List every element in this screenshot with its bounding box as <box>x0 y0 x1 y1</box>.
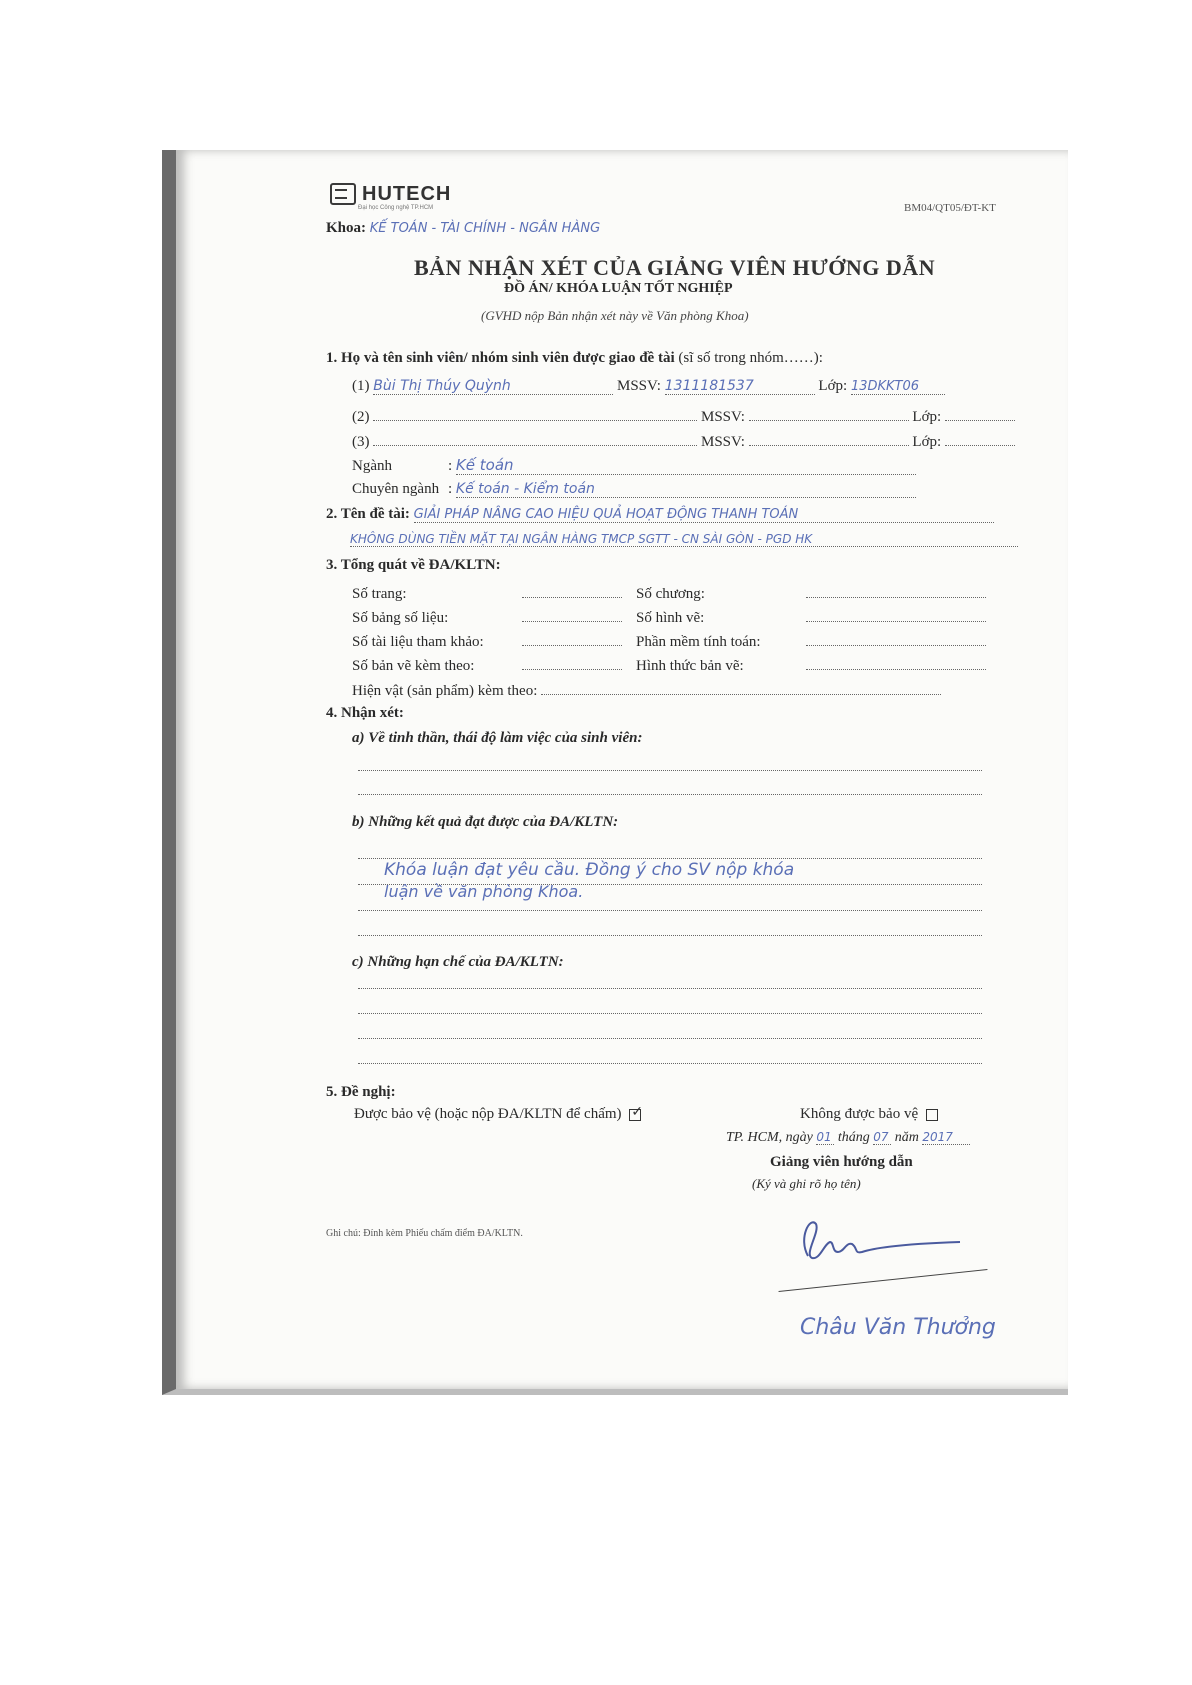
overview-item <box>352 606 622 630</box>
proposal-option-defend <box>354 1106 641 1123</box>
logo-text: HUTECH <box>362 183 452 205</box>
overview-label: Số bảng số liệu: <box>352 610 449 626</box>
row-number: (1) <box>352 378 370 394</box>
overview-item <box>352 654 622 678</box>
date-prefix: TP. HCM, ngày <box>726 1130 813 1145</box>
form-code: BM04/QT05/ĐT-KT <box>904 202 996 214</box>
overview-value <box>806 607 986 622</box>
footer-note: Ghi chú: Đính kèm Phiếu chấm điểm ĐA/KLTN. <box>326 1228 523 1239</box>
not-defend-label: Không được bảo vệ <box>800 1106 919 1122</box>
overview-label: Số tài liệu tham khảo: <box>352 634 484 650</box>
khoa-row <box>326 220 600 237</box>
section3-left-column <box>352 582 622 678</box>
overview-value <box>806 583 986 598</box>
mssv-label: MSSV: <box>701 434 745 450</box>
chuyen-nganh-value: Kế toán - Kiểm toán <box>456 481 916 498</box>
comment-a-line <box>358 770 982 771</box>
row-number: (2) <box>352 409 370 425</box>
defend-checkbox-checked: ✓ <box>631 1104 643 1120</box>
section1-label: 1. Họ và tên sinh viên/ nhóm sinh viên được giao đề tài <box>326 350 675 366</box>
overview-label: Số chương: <box>636 586 705 602</box>
lop-value <box>945 404 1015 421</box>
overview-label: Hình thức bản vẽ: <box>636 658 744 674</box>
overview-item <box>636 654 986 678</box>
overview-value <box>522 583 622 598</box>
overview-item <box>636 582 986 606</box>
overview-value <box>522 607 622 622</box>
lop-value <box>945 429 1015 446</box>
chuyen-nganh-label: Chuyên ngành <box>352 481 440 497</box>
section5-label: 5. Đề nghị: <box>326 1084 396 1100</box>
lop-label: Lớp: <box>912 409 942 425</box>
month-label: tháng <box>837 1130 870 1145</box>
date-year: 2017 <box>922 1130 970 1145</box>
mssv-label: MSSV: <box>701 409 745 425</box>
signer-role-note: (Ký và ghi rõ họ tên) <box>752 1176 861 1191</box>
document-title: BẢN NHẬN XÉT CỦA GIẢNG VIÊN HƯỚNG DẪN <box>414 255 936 280</box>
overview-extra-row <box>352 680 941 700</box>
row-number: (3) <box>352 434 370 450</box>
comment-c-line <box>358 1038 982 1039</box>
logo-subtitle: Đại học Công nghệ TP.HCM <box>358 205 434 211</box>
comment-b-heading: b) Những kết quả đạt được của ĐA/KLTN: <box>352 814 619 830</box>
proposal-option-not-defend <box>800 1106 938 1123</box>
overview-value <box>522 631 622 646</box>
topic-line-2: KHÔNG DÙNG TIỀN MẶT TẠI NGÂN HÀNG TMCP SGTT - CN SÀI GÒN - PGD HK <box>350 532 1018 547</box>
overview-label: Số bản vẽ kèm theo: <box>352 658 475 674</box>
khoa-value: KẾ TOÁN - TÀI CHÍNH - NGÂN HÀNG <box>369 221 601 236</box>
overview-extra-label: Hiện vật (sản phẩm) kèm theo: <box>352 683 538 699</box>
chuyen-nganh-row: Chuyên ngành : Kế toán - Kiểm toán <box>352 481 916 498</box>
comment-b-text-2: luận về văn phòng Khoa. <box>384 882 584 901</box>
not-defend-checkbox <box>926 1109 938 1121</box>
comment-c-line <box>358 1063 982 1064</box>
signer-role: Giảng viên hướng dẫn <box>770 1154 913 1170</box>
lop-label: Lớp: <box>912 434 942 450</box>
handwritten-signature <box>790 1208 980 1268</box>
section3-right-column <box>636 582 986 678</box>
nganh-row: Ngành : Kế toán <box>352 456 916 475</box>
mssv-label: MSSV: <box>617 378 661 394</box>
overview-item <box>352 582 622 606</box>
lop-value: 13DKKT06 <box>851 379 945 395</box>
student-row-1 <box>352 378 945 395</box>
comment-a-heading: a) Về tinh thần, thái độ làm việc của sinh viên: <box>352 730 643 746</box>
defend-label: Được bảo vệ (hoặc nộp ĐA/KLTN để chấm) <box>354 1106 622 1122</box>
date-month: 07 <box>873 1130 891 1145</box>
comment-c-heading: c) Những hạn chế của ĐA/KLTN: <box>352 954 564 970</box>
khoa-label: Khoa: <box>326 220 367 236</box>
overview-item <box>636 606 986 630</box>
nganh-label: Ngành <box>352 458 392 474</box>
mssv-value: 1311181537 <box>665 378 815 395</box>
student-name: Bùi Thị Thúy Quỳnh <box>373 378 613 395</box>
topic-row-1 <box>326 506 994 523</box>
comment-b-line <box>358 858 982 859</box>
comment-b-text-1: Khóa luận đạt yêu cầu. Đồng ý cho SV nộp khóa <box>384 860 795 880</box>
student-row-2 <box>352 404 1015 426</box>
comment-b-line <box>358 910 982 911</box>
section2-label: 2. Tên đề tài: <box>326 506 410 522</box>
overview-label: Số hình vẽ: <box>636 610 705 626</box>
mssv-value <box>749 404 909 421</box>
overview-value <box>806 631 986 646</box>
signer-name: Châu Văn Thưởng <box>800 1315 996 1340</box>
overview-extra-value <box>541 680 941 695</box>
overview-value <box>806 655 986 670</box>
overview-item <box>352 630 622 654</box>
date-day: 01 <box>816 1130 834 1145</box>
year-label: năm <box>894 1130 919 1145</box>
overview-item <box>636 630 986 654</box>
overview-value <box>522 655 622 670</box>
document-subtitle: ĐỒ ÁN/ KHÓA LUẬN TỐT NGHIỆP <box>504 281 733 296</box>
lop-label: Lớp: <box>818 378 848 394</box>
section1-note: (sĩ số trong nhóm……): <box>678 350 823 366</box>
overview-label: Số trang: <box>352 586 407 602</box>
comment-c-line <box>358 988 982 989</box>
comment-c-line <box>358 1013 982 1014</box>
document-instruction: (GVHD nộp Bản nhận xét này về Văn phòng Khoa) <box>481 308 749 323</box>
comment-b-line <box>358 935 982 936</box>
nganh-value: Kế toán <box>456 456 916 475</box>
comment-a-line <box>358 794 982 795</box>
hutech-logo-icon <box>330 183 356 205</box>
student-row-3 <box>352 429 1015 451</box>
section4-label: 4. Nhận xét: <box>326 705 404 721</box>
mssv-value <box>749 429 909 446</box>
section3-label: 3. Tổng quát về ĐA/KLTN: <box>326 557 501 573</box>
overview-label: Phần mềm tính toán: <box>636 634 761 650</box>
hutech-logo <box>330 183 451 205</box>
date-line <box>726 1130 970 1146</box>
section1-heading <box>326 350 823 367</box>
student-name <box>373 429 697 446</box>
topic-line-1: GIẢI PHÁP NÂNG CAO HIỆU QUẢ HOẠT ĐỘNG THANH TOÁN <box>414 507 994 523</box>
topic-row-2 <box>350 531 1018 548</box>
student-name <box>373 404 697 421</box>
